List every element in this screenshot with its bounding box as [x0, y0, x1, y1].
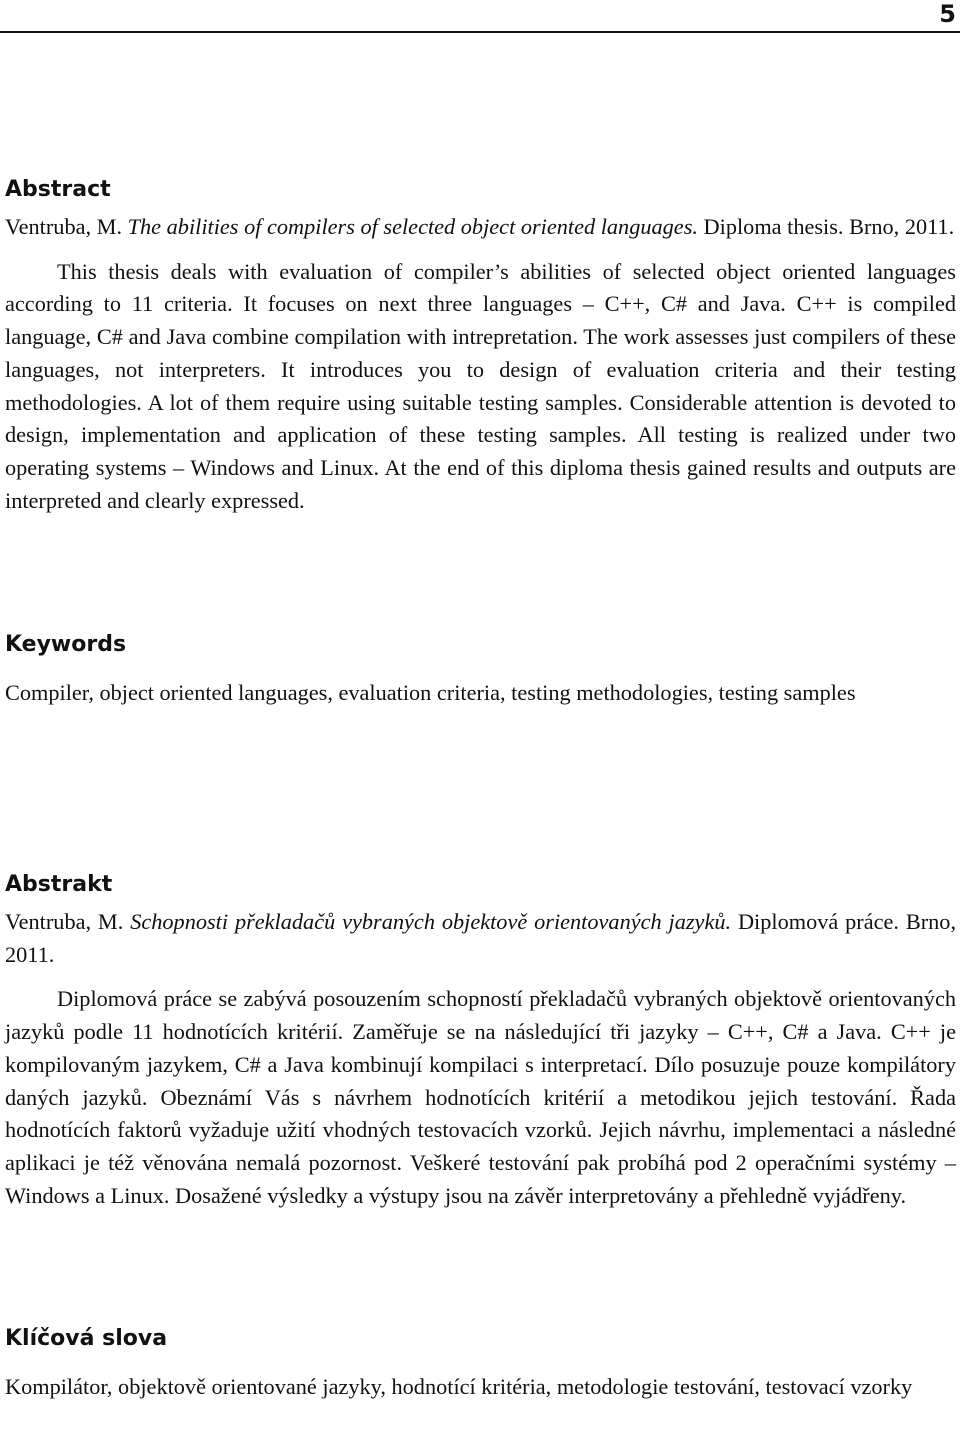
abstract-citation — [5, 211, 956, 244]
abstract-en-section — [5, 176, 956, 517]
abstrakt-body: Diplomová práce se zabývá posouzením schopností překladačů vybraných objektově orientovaných jazyků podle 11 hodnotících kritérií. Zaměřuje se na následující tři jazyky – C++, C# a Java. C++ je kompilovaným jazykem, C# a Java kombinují kompilaci s interpretací. Dílo posuzuje pouze kompilátory daných jazyků. Obeznámí Vás s návrhem hodnotících kritérií a metodikou jejich testování. Řada hodnotících faktorů vyžaduje užití vhodných testovacích vzorků. Jejich návrhu, implementaci a následné aplikaci je též věnována nemalá pozornost. Veškeré testování pak probíhá pod 2 operačními systémy – Windows a Linux. Dosažené výsledky a výstupy jsou na závěr interpretovány a přehledně vyjádřeny. — [5, 986, 956, 1208]
citation-details: Diploma thesis. Brno, 2011. — [703, 214, 955, 239]
citation-author: Ventruba, M. — [5, 909, 124, 934]
abstract-body: This thesis deals with evaluation of compiler’s abilities of selected object oriented languages according to 11 criteria. It focuses on next three languages – C++, C# and Java. C++ is compiled language, C# and Java combine compilation with intrepretation. The work assesses just compilers of these languages, not interpreters. It introduces you to design of evaluation criteria and their testing methodologies. A lot of them require using suitable testing samples. Considerable attention is devoted to design, implementation and application of these testing samples. All testing is realized under two operating systems – Windows and Linux. At the end of this diploma thesis gained results and outputs are interpreted and clearly expressed. — [5, 258, 956, 513]
citation-title: The abilities of compilers of selected object oriented languages. — [127, 214, 698, 239]
keywords-body: Compiler, object oriented languages, evaluation criteria, testing methodologies, testing samples — [5, 680, 856, 705]
keywords-heading: Keywords — [5, 632, 127, 657]
citation-author: Ventruba, M. — [5, 214, 123, 239]
page-number: 5 — [939, 0, 956, 28]
abstract-heading: Abstract — [5, 177, 111, 202]
keywords-cz-section — [5, 1325, 956, 1404]
klicova-slova-heading: Klíčová slova — [5, 1326, 168, 1351]
citation-title: Schopnosti překladačů vybraných objektově orientovaných jazyků. — [130, 909, 732, 934]
abstrakt-cz-section — [5, 871, 956, 1212]
abstrakt-heading: Abstrakt — [5, 872, 113, 897]
keywords-en-section — [5, 631, 956, 710]
abstrakt-citation — [5, 906, 956, 971]
citation-details: Diplomová práce. Brno, 2011. — [5, 909, 957, 967]
klicova-slova-body: Kompilátor, objektově orientované jazyky, hodnotící kritéria, metodologie testování, testovací vzorky — [5, 1374, 913, 1399]
header-rule — [0, 31, 960, 33]
